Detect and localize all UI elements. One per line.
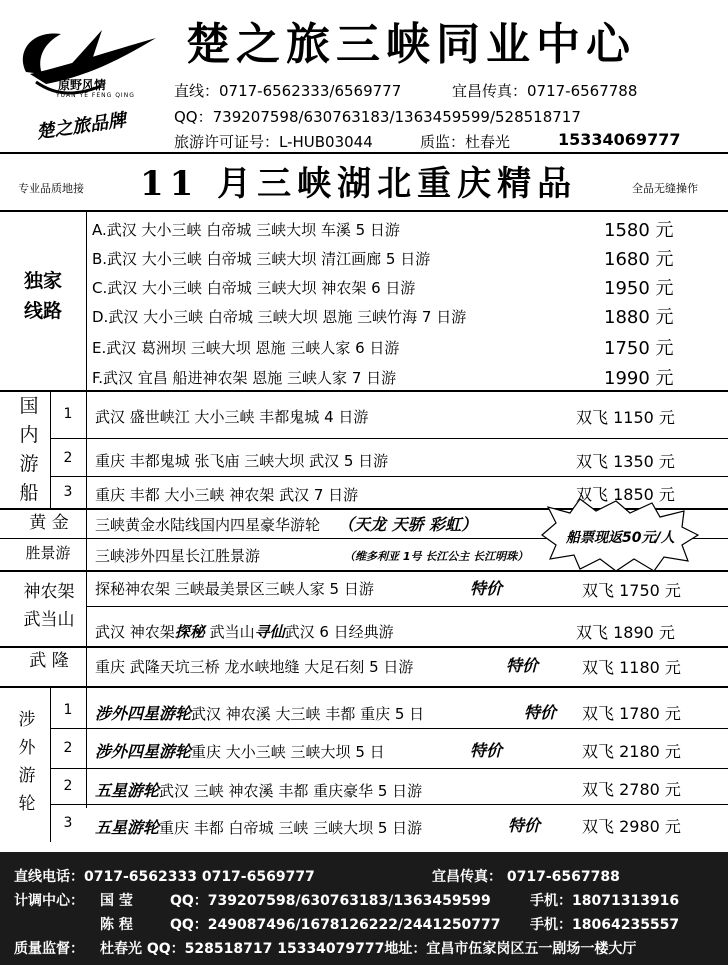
footer-contact-2-qq: QQ：249087496/1678126222/2441250777 [170, 917, 501, 933]
license-line: 旅游许可证号：L-HUB03044 [174, 133, 373, 151]
price-e: 1750 元 [604, 338, 674, 359]
row-number: 1 [63, 702, 73, 718]
special-price-tag: 特价 [470, 579, 503, 598]
cruise-price-3: 双飞 1850 元 [576, 485, 675, 504]
route-part: 重庆 丰都 白帝城 三峡 三峡大坝 5 日游 [159, 819, 423, 837]
route-c: C.武汉 大小三峡 白帝城 三峡大坝 神农架 6 日游 [92, 279, 416, 297]
domestic-cruise-section-label: 国内游船 [19, 395, 39, 504]
divider [50, 728, 728, 729]
divider [50, 804, 728, 805]
route-part: 武汉 6 日经典游 [284, 623, 394, 641]
divider [0, 646, 728, 648]
divider [0, 570, 728, 572]
cruise-class: 五星游轮 [95, 781, 160, 800]
route-b: B.武汉 大小三峡 白帝城 三峡大坝 清江画廊 5 日游 [92, 250, 431, 268]
golden-label: 黄 金 [29, 513, 69, 533]
wulong-label: 武 隆 [29, 651, 69, 671]
row-number: 3 [63, 484, 73, 500]
footer-fax: 宜昌传真： 0717-6567788 [432, 869, 620, 885]
price-b: 1680 元 [604, 249, 674, 270]
shennongjia-price-2: 双飞 1890 元 [576, 623, 675, 642]
footer-dispatch-label: 计调中心： [14, 893, 84, 909]
logo-text: 原野风情 [58, 78, 107, 92]
divider [50, 768, 728, 769]
route-part: 武汉 神农溪 大三峡 丰都 重庆 5 日 [191, 705, 425, 723]
golden-ships: （天龙 天骄 彩虹） [338, 515, 478, 534]
footer-contact-2-name: 陈 程 [100, 917, 133, 933]
route-d: D.武汉 大小三峡 白帝城 三峡大坝 恩施 三峡竹海 7 日游 [92, 308, 467, 326]
special-price-tag: 特价 [508, 816, 541, 835]
row-number: 2 [63, 450, 73, 466]
cruise-route-3: 重庆 丰都 大小三峡 神农架 武汉 7 日游 [95, 486, 359, 504]
page-title: 楚之旅三峡同业中心 [186, 19, 636, 70]
divider [86, 212, 87, 390]
row-number: 3 [63, 815, 73, 831]
cruise-class: 五星游轮 [95, 818, 160, 837]
special-price-tag: 特价 [470, 741, 503, 760]
route-highlight: 寻仙 [254, 623, 285, 641]
divider [0, 390, 728, 392]
cruise-price-1: 双飞 1150 元 [576, 408, 675, 427]
cruise-route-1: 武汉 盛世峡江 大小三峡 丰都鬼城 4 日游 [95, 408, 369, 426]
promo-headline: 11 月三峡湖北重庆精品 [140, 164, 578, 204]
qq-line: QQ：739207598/630763183/1363459599/528518717 [174, 108, 581, 126]
foreign-route-2 [95, 739, 385, 762]
direct-line: 直线：0717-6562333/6569777 [174, 82, 402, 100]
divider [86, 606, 728, 607]
footer-contact-1-phone: 手机：18071313916 [530, 893, 680, 909]
promo-left: 专业品质地接 [18, 182, 84, 195]
route-e: E.武汉 葛洲坝 三峡大坝 恩施 三峡人家 6 日游 [92, 339, 400, 357]
foreign-route-1 [95, 701, 424, 724]
special-price-tag: 特价 [524, 703, 557, 722]
route-highlight: 探秘 [174, 623, 205, 641]
foreign-route-4 [95, 815, 422, 838]
refund-burst-badge [536, 497, 700, 575]
cruise-route-2: 重庆 丰都鬼城 张飞庙 三峡大坝 武汉 5 日游 [95, 452, 389, 470]
footer-quality: 杜春光 QQ：528518717 15334079777地址：宜昌市伍家岗区五一剧场一楼大厅 [100, 941, 637, 957]
foreign-price-1: 双飞 1780 元 [582, 704, 681, 723]
divider [0, 686, 728, 688]
footer-hotline: 直线电话：0717-6562333 0717-6569777 [14, 869, 315, 885]
foreign-route-3 [95, 778, 422, 801]
foreign-cruise-section-label: 涉外游轮 [18, 710, 36, 814]
price-d: 1880 元 [604, 307, 674, 328]
cruise-price-2: 双飞 1350 元 [576, 452, 675, 471]
route-f: F.武汉 宜昌 船进神农架 恩施 三峡人家 7 日游 [92, 369, 397, 387]
special-price-tag: 特价 [506, 656, 539, 675]
row-number: 2 [63, 740, 73, 756]
scenic-ships: （维多利亚 1号 长江公主 长江明珠） [344, 550, 529, 563]
divider [0, 210, 728, 212]
row-number: 1 [63, 406, 73, 422]
shennongjia-label-2: 武当山 [23, 610, 75, 630]
route-part: 武当山 [204, 623, 255, 641]
shennongjia-label-1: 神农架 [23, 582, 75, 602]
footer-contact-1-name: 国 莹 [100, 893, 133, 909]
price-f: 1990 元 [604, 368, 674, 389]
price-a: 1580 元 [604, 220, 674, 241]
company-logo [6, 12, 162, 152]
route-part: 重庆 大小三峡 三峡大坝 5 日 [191, 743, 385, 761]
route-a: A.武汉 大小三峡 白帝城 三峡大坝 车溪 5 日游 [92, 221, 400, 239]
wulong-price: 双飞 1180 元 [582, 658, 681, 677]
shennongjia-route-2 [95, 621, 394, 642]
supervisor-phone: 15334069777 [558, 130, 681, 149]
divider [50, 476, 728, 477]
promo-banner [0, 152, 728, 210]
fax-line: 宜昌传真：0717-6567788 [452, 82, 638, 100]
supervisor-line: 质监：杜春光 [420, 133, 511, 151]
route-part: 武汉 神农架 [95, 623, 175, 641]
footer-quality-label: 质量监督： [14, 941, 84, 957]
refund-text: 船票现返50元/人 [566, 530, 675, 546]
promo-right: 全品无缝操作 [632, 182, 698, 195]
cruise-class: 涉外四星游轮 [95, 704, 192, 723]
divider [86, 508, 87, 808]
scenic-route: 三峡涉外四星长江胜景游 [95, 547, 261, 565]
scenic-label: 胜景游 [25, 544, 71, 562]
footer-contact-bar [0, 852, 728, 965]
logo-brand: 楚之旅品牌 [35, 109, 128, 144]
golden-route: 三峡黄金水陆线国内四星豪华游轮 [95, 516, 321, 534]
price-c: 1950 元 [604, 278, 674, 299]
cruise-class: 涉外四星游轮 [95, 742, 192, 761]
wulong-route: 重庆 武隆天坑三桥 龙水峡地缝 大足石刻 5 日游 [95, 658, 414, 676]
exclusive-section-label: 独家线路 [23, 270, 62, 322]
divider [50, 438, 728, 439]
shennongjia-route-1: 探秘神农架 三峡最美景区三峡人家 5 日游 [95, 580, 374, 598]
logo-subtext: YUAN YE FENG QING [56, 92, 135, 99]
foreign-price-2: 双飞 2180 元 [582, 742, 681, 761]
route-part: 武汉 三峡 神农溪 丰都 重庆豪华 5 日游 [159, 782, 423, 800]
foreign-price-4: 双飞 2980 元 [582, 817, 681, 836]
divider [50, 686, 51, 842]
divider [86, 392, 87, 508]
footer-contact-2-phone: 手机：18064235557 [530, 917, 680, 933]
foreign-price-3: 双飞 2780 元 [582, 780, 681, 799]
footer-contact-1-qq: QQ：739207598/630763183/1363459599 [170, 893, 491, 909]
shennongjia-price-1: 双飞 1750 元 [582, 581, 681, 600]
divider [50, 392, 51, 508]
row-number: 2 [63, 778, 73, 794]
